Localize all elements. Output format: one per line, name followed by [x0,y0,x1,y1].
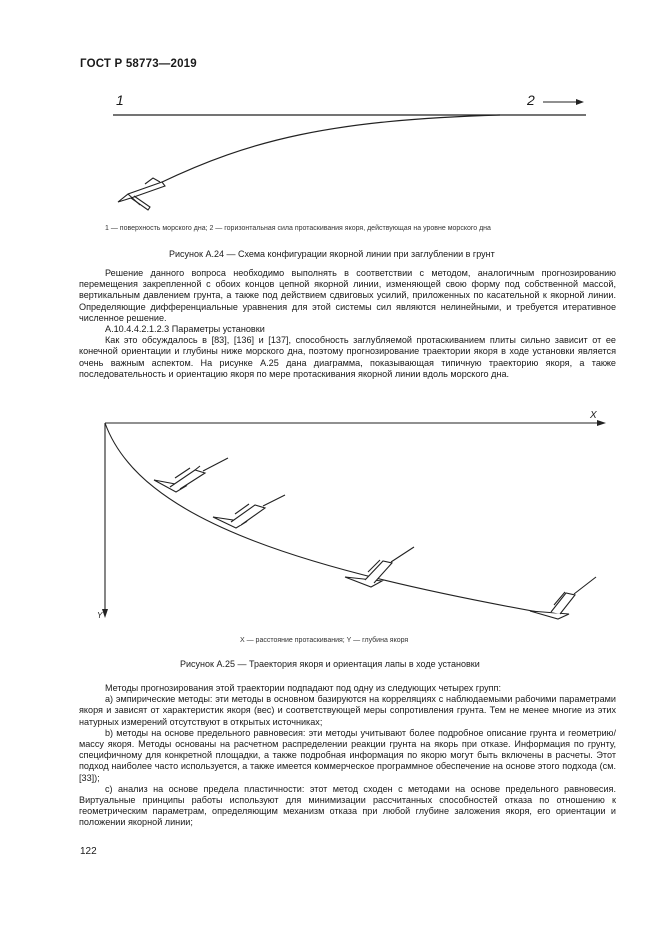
arrow-head [576,99,584,105]
list-item: а) эмпирические методы: эти методы в основном базируются на корреляциях с наблюдаемыми рабочими параметрами якоря и зависят от характеристик якоря (вес) и соответствующей меры сопротивления грунта. Тем не менее многие из этих натурных измерений отсутствуют в открытых источниках; [79,694,616,727]
list-item: c) анализ на основе предела пластичности: этот метод сходен с методами на основе предельного равновесия. Виртуальные принципы работы используют для минимизации рассчитанных способностей отказа по отношению к геометрическим параметрам, определяющим механизм отказа при любой глубине заложения якоря, его ориентации и положении якорной линии; [79,783,616,828]
anchor-glyph-3 [345,547,414,587]
anchor-line-curve [160,115,500,183]
y-axis-arrow [102,609,108,618]
paragraph: Как это обсуждалось в [83], [136] и [137], способность заглубляемой протаскиванием плиты сильно зависит от ее конечной ориентации и глубины ниже морского дна, поэтому прогнозирование траектории якоря в ходе установки является очень важным аспектом. На рисунке А.25 дана диаграмма, показывающая типичную траекторию якоря, а также последовательность и ориентацию якоря по мере протаскивания якорной линии вдоль морского дна. [79,335,616,379]
figure-a25-legend: X — расстояние протаскивания; Y — глубина якоря [240,637,409,644]
paragraph: Решение данного вопроса необходимо выполнять в соответствии с методом, аналогичным прогнозированию перемещения закрепленной с обоих концов цепной якорной линии, изменяющей свою форму под собственной массой, вертикальным давлением грунта, а также под действием сдвиговых усилий, приложенных по касательной к якорной линии. Определяющие дифференциальные уравнения для этой системы сил являются нелинейными, и требуется итеративное численное решение. [79,268,616,323]
anchor-glyph-4 [530,577,596,619]
page-number: 122 [80,846,97,857]
section-heading: А.10.4.4.2.1.2.3 Параметры установки [105,324,265,335]
axis-y-label: Y [97,611,103,620]
x-axis-arrow [597,420,606,426]
anchor-glyph-a24 [118,178,165,210]
figure-a24-title: Рисунок А.24 — Схема конфигурации якорной линии при заглублении в грунт [169,249,495,259]
document-header: ГОСТ Р 58773—2019 [80,58,197,70]
paragraph: Методы прогнозирования этой траектории подпадают под одну из следующих четырех групп: [105,683,501,693]
trajectory-curve [105,423,560,616]
anchor-glyph-2 [213,495,285,528]
list-item: b) методы на основе предельного равновесия: эти методы учитывают более подробное описание грунта и геометрию/массу якоря. Методы основаны на расчетном распределении реакции грунта на якорь при отказе. Информация по грунту, специфичному для конкретной площадки, а также подробная информация по якорю могут быть включены в расчеты. Этот подход наиболее часто используется, а также имеется коммерческое программное обеспечение на основе этого подхода (см. [33]); [79,727,616,783]
label-2: 2 [527,92,535,108]
anchor-glyph-1 [154,458,228,492]
figure-a25-title: Рисунок А.25 — Траектория якоря и ориентация лапы в ходе установки [180,659,480,669]
text-block-2 [79,683,616,829]
figure-a24-legend: 1 — поверхность морского дна; 2 — горизонтальная сила протаскивания якоря, действующая на уровне морского дна [105,225,491,232]
label-1: 1 [116,92,124,108]
axis-x-label: X [590,410,597,421]
text-block-1 [79,268,616,380]
